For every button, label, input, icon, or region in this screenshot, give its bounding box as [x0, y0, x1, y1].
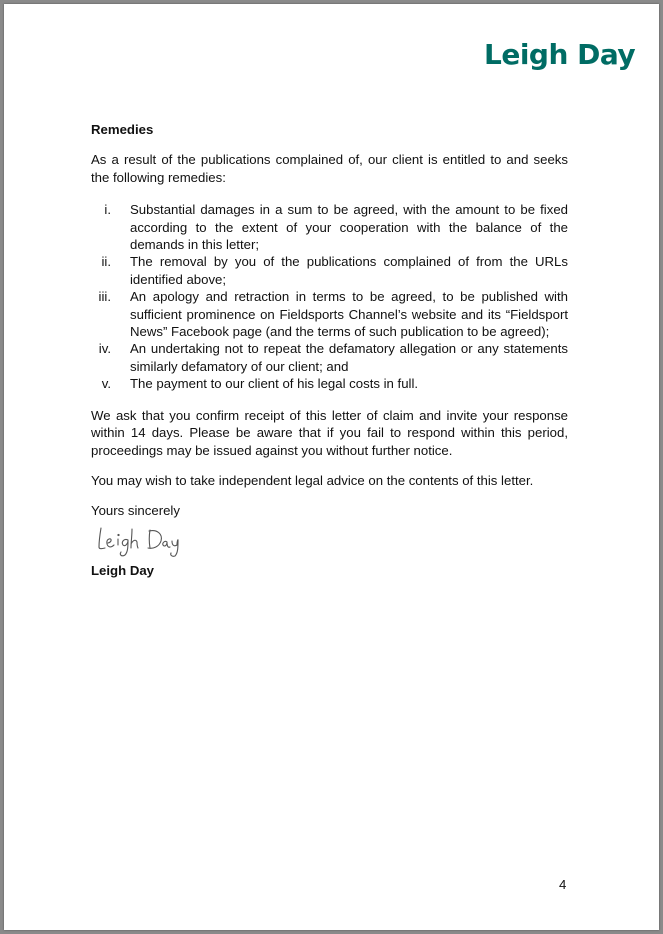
list-item: [91, 288, 568, 340]
list-item: [91, 375, 568, 392]
list-item-number: iv.: [98, 341, 111, 357]
list-item-number: v.: [101, 376, 111, 392]
list-item-text: An apology and retraction in terms to be agreed, to be published with sufficient prominence on Fieldsports Channel’s website and its “Fieldsport News” Facebook page (and the terms of such publication to be agreed);: [130, 289, 568, 340]
remedies-list: [91, 201, 568, 392]
handwritten-signature: [95, 524, 185, 558]
advice-paragraph: You may wish to take independent legal advice on the contents of this letter.: [91, 472, 534, 488]
list-item-number: ii.: [101, 254, 111, 270]
letter-body: [91, 121, 568, 579]
leigh-day-logo: Leigh Day: [484, 38, 636, 71]
list-item-number: i.: [104, 202, 111, 218]
intro-paragraph: As a result of the publications complained of, our client is entitled to and seeks the following remedies:: [91, 152, 568, 185]
list-item-text: An undertaking not to repeat the defamatory allegation or any statements similarly defamatory of our client; and: [130, 341, 568, 374]
list-item-number: iii.: [98, 289, 111, 305]
closing-salutation: Yours sincerely: [91, 503, 180, 519]
list-item: [91, 253, 568, 288]
response-paragraph: We ask that you confirm receipt of this letter of claim and invite your response within 14 days. Please be aware that if you fail to respond within this period, proceedings may be issued against you without further notice.: [91, 407, 568, 458]
signer-name: Leigh Day: [91, 562, 155, 578]
list-item: [91, 340, 568, 375]
list-item-text: The payment to our client of his legal costs in full.: [130, 376, 419, 392]
list-item-text: The removal by you of the publications complained of from the URLs identified above;: [130, 254, 568, 287]
section-heading: Remedies: [91, 122, 154, 137]
page-number: 4: [559, 877, 567, 892]
letter-page: [4, 4, 659, 930]
list-item: [91, 201, 568, 253]
list-item-text: Substantial damages in a sum to be agreed, with the amount to be fixed according to the extent of your cooperation with the balance of the demands in this letter;: [130, 202, 568, 253]
